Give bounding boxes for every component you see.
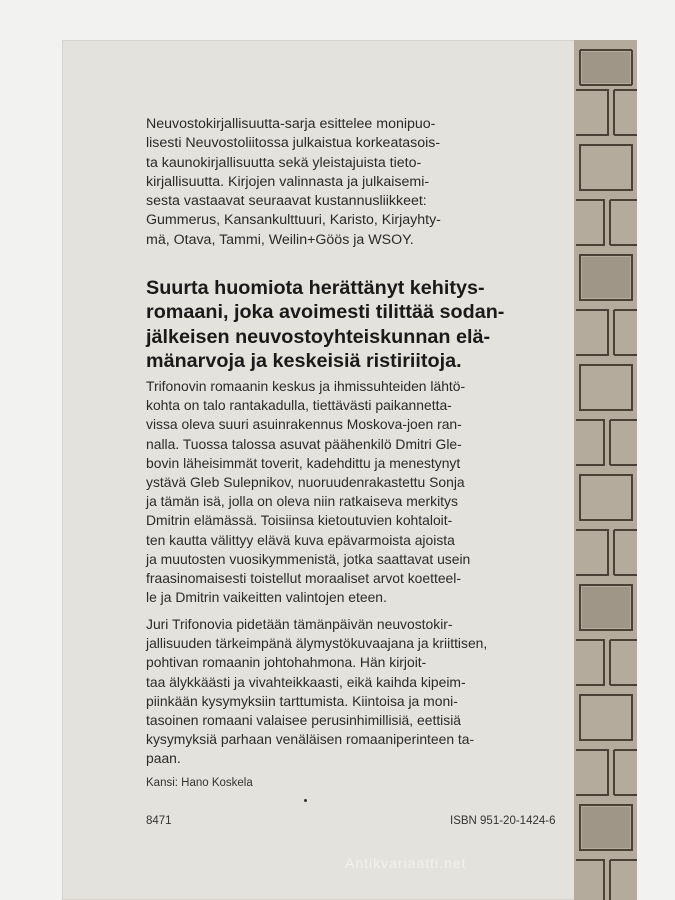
book-back-cover (62, 40, 637, 900)
series-intro-text: Neuvostokirjallisuutta-sarja esittelee monipuo- lisesti Neuvostoliitossa julkaistua korkeatasois- ta kaunokirjallisuutta sekä yleistajuista tieto- kirjallisuutta. Kirjojen valinnasta ja julkaisemi- sesta vastaavat seuraavat kustannusliikkeet: Gummerus, Kansankulttuuri, Karisto, Kirjayhty- mä, Otava, Tammi, Weilin+Göös ja WSOY. (146, 116, 441, 248)
cover-credit: Kansi: Hano Koskela (146, 777, 253, 789)
description-paragraph-1: Trifonovin romaanin keskus ja ihmissuhteiden lähtö- kohta on talo rantakadulla, tiettävästi paikannetta- vissa oleva suuri asuinrakennus Moskova-joen ran- nalla. Tuossa talossa asuvat päähenkilö Dmitri Gle- bovin läheisimmät toverit, kadehdittu ja menestynyt ystävä Gleb Sulepnikov, nuoruudenrakastettu Sonja ja tämän isä, jolla on oleva niin ratkaiseva merkitys Dmitrin elämässä. Toisiinsa kietoutuvien kohtaloit- ten kautta välittyy elävä kuva epävarmoista ajoista ja muutosten vuosikymmenistä, jotka saattavat usein fraasinomaisesti toistellut moraaliset arvot koetteel- le ja Dmitrin vaikeitten valintojen eteen. (146, 378, 471, 606)
description-paragraph-2: Juri Trifonovia pidetään tämänpäivän neuvostokir- jallisuuden tärkeimpänä älymystökuvaajana ja kriittisen, pohtivan romaanin johtohahmona. Hän kirjoit- taa älykkäästi ja vivahteikkaasti, eikä kaihda kipeim- piinkään kysymyksiin tarttumista. Kiintoisa ja moni- tasoinen romaani valaisee perusinhimillisiä, eettisiä kysymyksiä parhaan venäläisen romaaniperinteen ta- paan. (146, 616, 488, 767)
headline: Suurta huomiota herättänyt kehitys- romaani, joka avoimesti tilittää sodan- jälkeisen neuvostoyhteiskunnan elä- mänarvoja ja keskeisiä ristiriitoja. (146, 277, 505, 373)
brick-wall-strip (574, 40, 637, 900)
book-code: 8471 (146, 815, 172, 827)
watermark: Antikvariaatti.net (345, 855, 467, 871)
cover-text-area (62, 40, 574, 900)
brick-wall-illustration (574, 40, 637, 900)
isbn: ISBN 951-20-1424-6 (450, 815, 556, 827)
print-dot (304, 799, 307, 802)
